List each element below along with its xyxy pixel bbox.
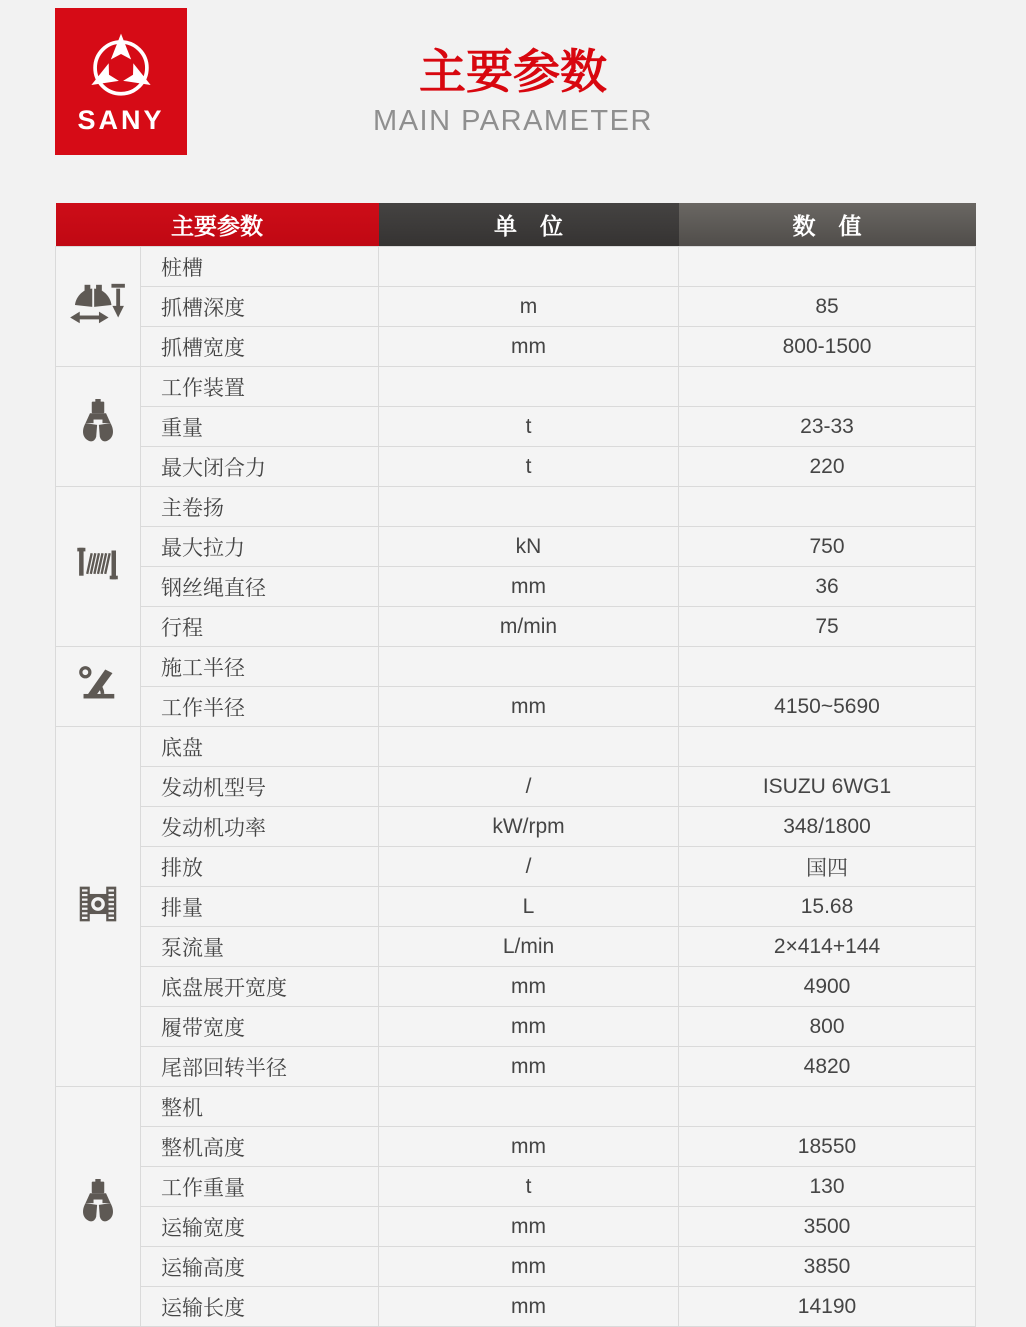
unit-header: 单 位 — [379, 203, 679, 247]
param-name: 运输高度 — [141, 1247, 379, 1287]
icon-cell — [56, 367, 141, 487]
param-name: 底盘展开宽度 — [141, 967, 379, 1007]
param-unit: L/min — [379, 927, 679, 967]
param-value: 国四 — [679, 847, 976, 887]
param-unit: t — [379, 1167, 679, 1207]
param-unit: mm — [379, 1247, 679, 1287]
brand-text: SANY — [77, 105, 165, 135]
category-row — [56, 247, 976, 287]
param-name: 整机高度 — [141, 1127, 379, 1167]
param-name: 工作半径 — [141, 687, 379, 727]
icon-cell — [56, 247, 141, 367]
table-row — [56, 927, 976, 967]
param-value: 75 — [679, 607, 976, 647]
param-unit: mm — [379, 1207, 679, 1247]
param-unit: kW/rpm — [379, 807, 679, 847]
table-row — [56, 447, 976, 487]
table-row — [56, 887, 976, 927]
param-value: 800 — [679, 1007, 976, 1047]
param-value — [679, 727, 976, 767]
param-value: 220 — [679, 447, 976, 487]
category-label: 施工半径 — [141, 647, 379, 687]
category-row — [56, 1087, 976, 1127]
category-label: 桩槽 — [141, 247, 379, 287]
icon-cell — [56, 727, 141, 1087]
table-header-row — [56, 203, 976, 247]
param-name: 运输宽度 — [141, 1207, 379, 1247]
param-unit: mm — [379, 1287, 679, 1327]
icon-cell — [56, 1087, 141, 1327]
param-name: 钢丝绳直径 — [141, 567, 379, 607]
table-row — [56, 1007, 976, 1047]
table-row — [56, 847, 976, 887]
param-name: 发动机功率 — [141, 807, 379, 847]
param-unit: / — [379, 767, 679, 807]
param-value: 348/1800 — [679, 807, 976, 847]
param-value: 4150~5690 — [679, 687, 976, 727]
icon-cell — [56, 487, 141, 647]
param-name: 排量 — [141, 887, 379, 927]
param-name: 履带宽度 — [141, 1007, 379, 1047]
param-value — [679, 247, 976, 287]
value-header: 数 值 — [679, 203, 976, 247]
table-row — [56, 527, 976, 567]
param-name: 抓槽深度 — [141, 287, 379, 327]
param-name: 行程 — [141, 607, 379, 647]
param-value: 130 — [679, 1167, 976, 1207]
work-radius-icon — [75, 665, 121, 703]
category-row — [56, 367, 976, 407]
param-value: 18550 — [679, 1127, 976, 1167]
param-name: 工作重量 — [141, 1167, 379, 1207]
table-row — [56, 607, 976, 647]
table-row — [56, 287, 976, 327]
param-value: 3500 — [679, 1207, 976, 1247]
table-row — [56, 967, 976, 1007]
table-row — [56, 1167, 976, 1207]
param-unit: mm — [379, 967, 679, 1007]
machine-icon — [78, 1179, 118, 1229]
param-value — [679, 1087, 976, 1127]
param-unit: kN — [379, 527, 679, 567]
param-name: 最大拉力 — [141, 527, 379, 567]
param-value: 4820 — [679, 1047, 976, 1087]
param-unit — [379, 1087, 679, 1127]
param-name: 抓槽宽度 — [141, 327, 379, 367]
chassis-icon — [77, 883, 119, 925]
table-row — [56, 1047, 976, 1087]
table-row — [56, 687, 976, 727]
param-value: 15.68 — [679, 887, 976, 927]
param-unit: m — [379, 287, 679, 327]
param-unit — [379, 727, 679, 767]
icon-cell — [56, 647, 141, 727]
param-value: 85 — [679, 287, 976, 327]
param-header: 主要参数 — [56, 203, 379, 247]
param-name: 运输长度 — [141, 1287, 379, 1327]
param-unit — [379, 247, 679, 287]
page-subtitle: MAIN PARAMETER — [373, 104, 653, 137]
page-header — [0, 46, 1026, 138]
param-unit: L — [379, 887, 679, 927]
param-name: 泵流量 — [141, 927, 379, 967]
table-row — [56, 407, 976, 447]
param-unit: / — [379, 847, 679, 887]
spec-table — [55, 203, 976, 1327]
category-row — [56, 647, 976, 687]
param-value: 2×414+144 — [679, 927, 976, 967]
category-row — [56, 727, 976, 767]
grab-range-icon — [67, 280, 129, 328]
param-unit: m/min — [379, 607, 679, 647]
param-value — [679, 367, 976, 407]
table-row — [56, 1127, 976, 1167]
param-unit: t — [379, 407, 679, 447]
param-value: 800-1500 — [679, 327, 976, 367]
param-name: 最大闭合力 — [141, 447, 379, 487]
page-title: 主要参数 — [419, 45, 607, 98]
table-row — [56, 1287, 976, 1327]
param-value: 14190 — [679, 1287, 976, 1327]
param-value — [679, 487, 976, 527]
table-row — [56, 567, 976, 607]
table-row — [56, 807, 976, 847]
category-label: 整机 — [141, 1087, 379, 1127]
param-value: 3850 — [679, 1247, 976, 1287]
param-unit: t — [379, 447, 679, 487]
table-row — [56, 327, 976, 367]
param-value: 4900 — [679, 967, 976, 1007]
param-value: ISUZU 6WG1 — [679, 767, 976, 807]
param-unit: mm — [379, 687, 679, 727]
param-unit: mm — [379, 1047, 679, 1087]
param-name: 尾部回转半径 — [141, 1047, 379, 1087]
param-unit: mm — [379, 327, 679, 367]
winch-icon — [71, 543, 125, 585]
category-row — [56, 487, 976, 527]
table-row — [56, 1247, 976, 1287]
param-name: 重量 — [141, 407, 379, 447]
table-row — [56, 767, 976, 807]
param-unit: mm — [379, 1007, 679, 1047]
category-label: 工作装置 — [141, 367, 379, 407]
param-name: 发动机型号 — [141, 767, 379, 807]
param-unit — [379, 487, 679, 527]
grab-tool-icon — [78, 399, 118, 449]
param-value — [679, 647, 976, 687]
param-value: 23-33 — [679, 407, 976, 447]
param-value: 36 — [679, 567, 976, 607]
param-value: 750 — [679, 527, 976, 567]
table-row — [56, 1207, 976, 1247]
category-label: 主卷扬 — [141, 487, 379, 527]
param-unit — [379, 647, 679, 687]
category-label: 底盘 — [141, 727, 379, 767]
param-unit: mm — [379, 1127, 679, 1167]
param-name: 排放 — [141, 847, 379, 887]
param-unit — [379, 367, 679, 407]
param-unit: mm — [379, 567, 679, 607]
